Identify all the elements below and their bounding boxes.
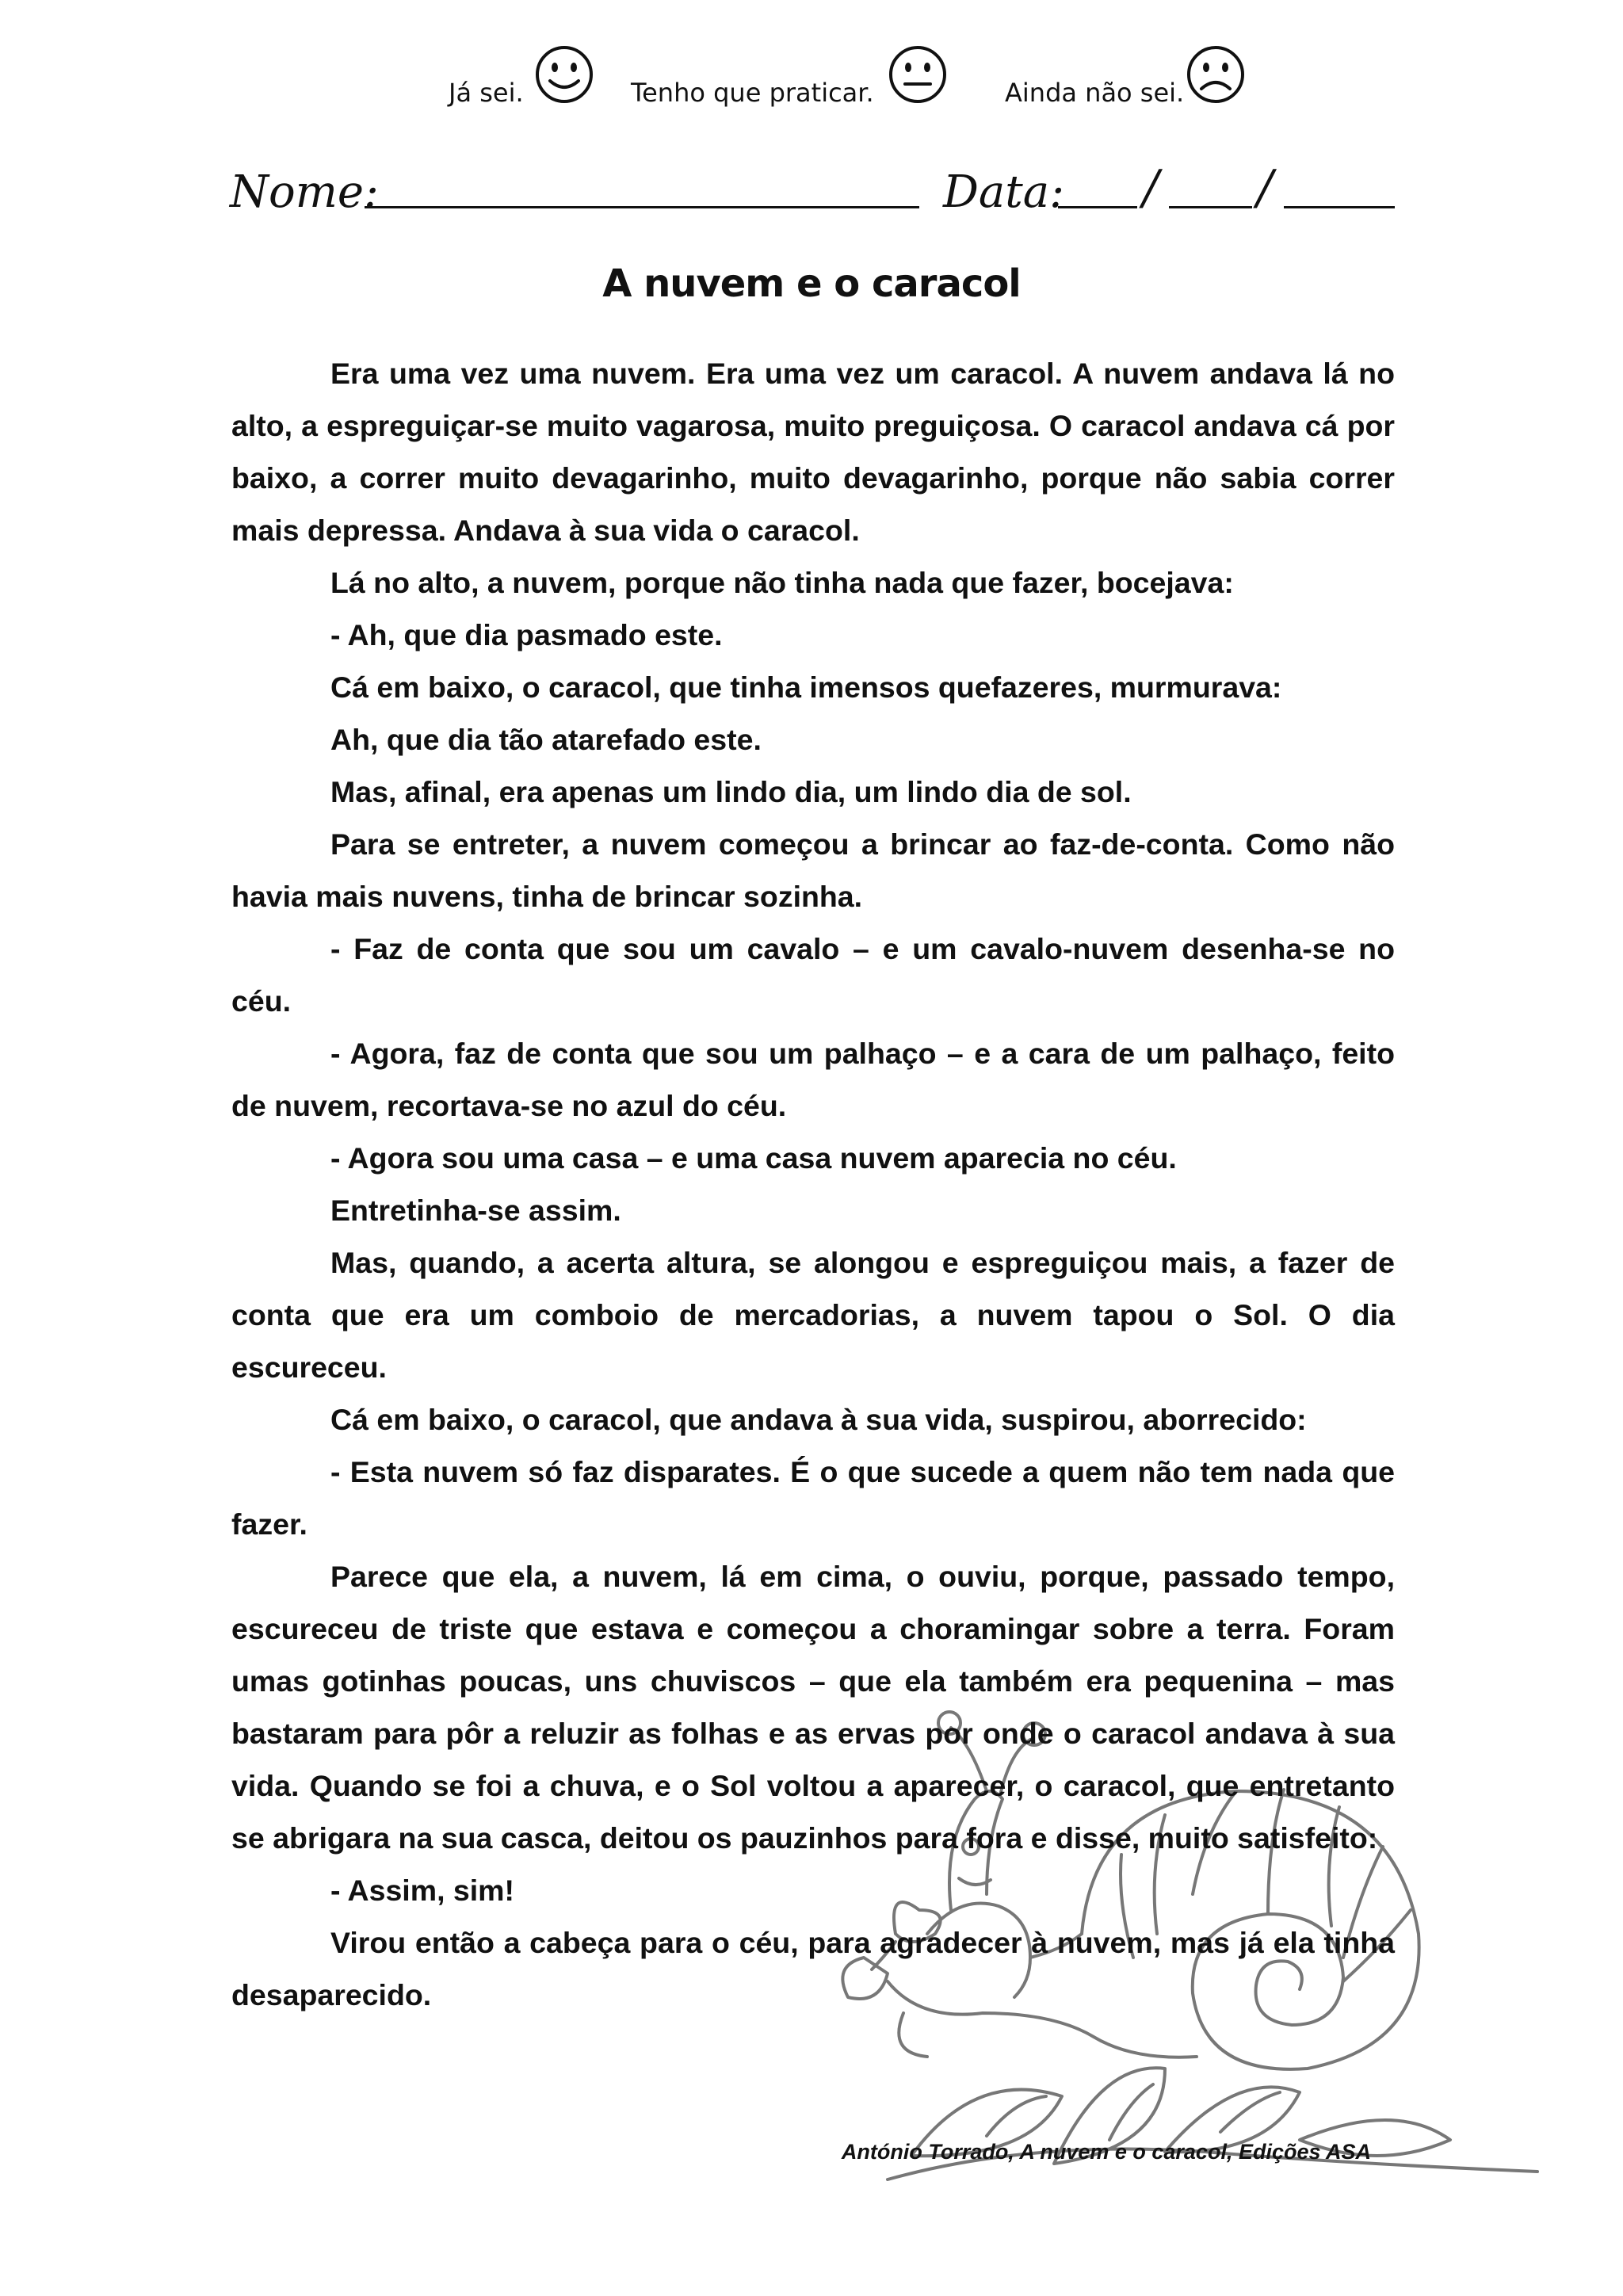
paragraph: - Esta nuvem só faz disparates. É o que sucede a quem não tem nada que fazer. — [231, 1455, 1395, 1541]
eval-label-tenho-que-praticar: Tenho que praticar. — [631, 78, 874, 108]
happy-face-icon — [533, 43, 596, 106]
date-year-field[interactable] — [1284, 206, 1395, 208]
neutral-face-icon — [886, 43, 949, 106]
paragraph: Virou então a cabeça para o céu, para agradecer à nuvem, mas já ela tinha desaparecido. — [231, 1926, 1395, 2011]
date-label: Data: — [943, 166, 1065, 218]
name-field[interactable] — [365, 206, 919, 208]
name-label: Nome: — [230, 166, 379, 218]
eval-label-ja-sei: Já sei. — [449, 78, 524, 108]
paragraph: Parece que ela, a nuvem, lá em cima, o ouviu, porque, passado tempo, escureceu de triste que estava e começou a choramingar sobre a terra. Foram umas gotinhas poucas, uns chuviscos – que ela também era pequenina – mas bastaram para pôr a reluzir as folhas e as ervas por onde o caracol andava à sua vida. Quando se foi a chuva, e o Sol voltou a aparecer, o caracol, que entretanto se abrigara na sua casca, deitou os pauzinhos para fora e disse, muito satisfeito: — [231, 1560, 1395, 1855]
source-citation: António Torrado, A nuvem e o caracol, Edições ASA — [841, 2140, 1371, 2164]
paragraph: Entretinha-se assim. — [330, 1194, 621, 1227]
paragraph: - Agora sou uma casa – e uma casa nuvem aparecia no céu. — [330, 1141, 1177, 1175]
paragraph: - Assim, sim! — [330, 1874, 515, 1907]
date-month-field[interactable] — [1169, 206, 1252, 208]
paragraph: Ah, que dia tão atarefado este. — [330, 723, 762, 756]
paragraph: Mas, afinal, era apenas um lindo dia, um lindo dia de sol. — [330, 775, 1132, 808]
date-separator: / — [1143, 160, 1159, 216]
story-title: A nuvem e o caracol — [602, 262, 1021, 306]
paragraph: - Ah, que dia pasmado este. — [330, 618, 723, 651]
name-date-header — [230, 159, 1395, 230]
paragraph: Cá em baixo, o caracol, que andava à sua vida, suspirou, aborrecido: — [330, 1403, 1307, 1436]
paragraph: Para se entreter, a nuvem começou a brincar ao faz-de-conta. Como não havia mais nuvens, tinha de brincar sozinha. — [231, 827, 1395, 913]
date-separator: / — [1257, 160, 1274, 216]
paragraph: - Faz de conta que sou um cavalo – e um cavalo-nuvem desenha-se no céu. — [231, 932, 1395, 1018]
sad-face-icon — [1184, 43, 1247, 106]
self-evaluation-row — [0, 40, 1623, 127]
story-text — [231, 347, 1395, 2021]
eval-label-ainda-nao-sei: Ainda não sei. — [1005, 78, 1185, 108]
paragraph: Mas, quando, a acerta altura, se alongou e espreguiçou mais, a fazer de conta que era um comboio de mercadorias, a nuvem tapou o Sol. O dia escureceu. — [231, 1246, 1395, 1384]
paragraph: Lá no alto, a nuvem, porque não tinha nada que fazer, bocejava: — [330, 566, 1234, 599]
date-day-field[interactable] — [1058, 206, 1137, 208]
paragraph: - Agora, faz de conta que sou um palhaço – e a cara de um palhaço, feito de nuvem, recortava-se no azul do céu. — [231, 1037, 1395, 1122]
paragraph: Cá em baixo, o caracol, que tinha imensos quefazeres, murmurava: — [330, 670, 1282, 704]
paragraph: Era uma vez uma nuvem. Era uma vez um caracol. A nuvem andava lá no alto, a espreguiçar-se muito vagarosa, muito preguiçosa. O caracol andava cá por baixo, a correr muito devagarinho, muito devagarinho, porque não sabia correr mais depressa. Andava à sua vida o caracol. — [231, 357, 1395, 547]
